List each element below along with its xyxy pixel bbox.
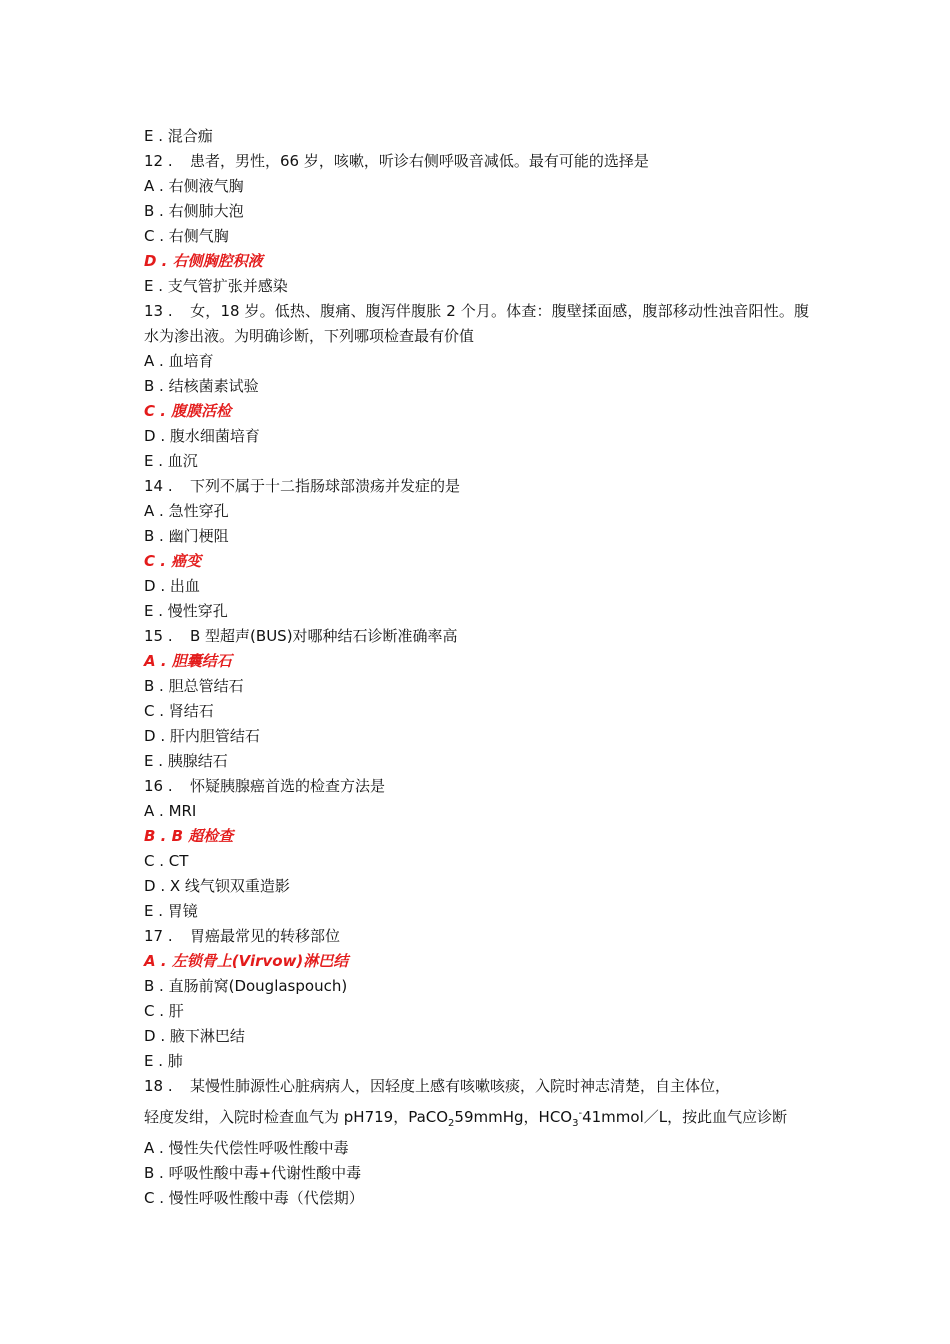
subscript-3: 3 [572,1118,579,1129]
option-b-q18: B . 呼吸性酸中毒+代谢性酸中毒 [144,1164,362,1182]
question-number: 12 . [144,152,173,170]
answer-option-b-q16: B . B 超检查 [144,827,234,845]
question-number: 18 . [144,1077,173,1095]
option-b-q15: B . 胆总管结石 [144,677,244,695]
option-d-q15: D . 肝内胆管结石 [144,727,260,745]
option-e-q12: E . 支气管扩张并感染 [144,277,288,295]
option-a-q12: A . 右侧液气胸 [144,177,244,195]
superscript-minus: - [578,1108,583,1119]
question-text: 女，18 岁。低热、腹痛、腹泻伴腹胀 2 个月。体查：腹壁揉面感，腹部移动性浊音阳性。腹水为渗出液。为明确诊断，下列哪项检查最有价值 [144,302,809,345]
option-a-q14: A . 急性穿孔 [144,502,229,520]
option-c-q17: C . 肝 [144,1002,184,1020]
question-text: 某慢性肺源性心脏病病人，因轻度上感有咳嗽咳痰，入院时神志清楚，自主体位， [190,1077,731,1095]
option-e-q17: E . 肺 [144,1052,183,1070]
option-b-q14: B . 幽门梗阻 [144,527,229,545]
option-e-q14: E . 慢性穿孔 [144,602,228,620]
option-e-q13: E . 血沉 [144,452,198,470]
blood-gas-text-3: 41mmol／L，按此血气应诊断 [582,1108,788,1126]
option-a-q13: A . 血培育 [144,352,214,370]
question-16 [144,774,809,799]
option-e-q16: E . 胃镜 [144,902,198,920]
question-number: 14 . [144,477,173,495]
option-c-q18: C . 慢性呼吸性酸中毒（代偿期） [144,1189,364,1207]
option-d-q14: D . 出血 [144,577,200,595]
option-b-q12: B . 右侧肺大泡 [144,202,244,220]
option-e-q15: E . 胰腺结石 [144,752,228,770]
option-d-q16: D . X 线气钡双重造影 [144,877,290,895]
option-a-q18: A . 慢性失代偿性呼吸性酸中毒 [144,1139,349,1157]
option-b-q17: B . 直肠前窝(Douglaspouch) [144,977,348,995]
option-d-q13: D . 腹水细菌培育 [144,427,260,445]
subscript-2: 2 [448,1118,455,1129]
option-c-q12: C . 右侧气胸 [144,227,229,245]
question-13 [144,299,809,349]
option-d-q17: D . 腋下淋巴结 [144,1027,245,1045]
question-text: 怀疑胰腺癌首选的检查方法是 [190,777,386,795]
answer-option-c-q14: C . 癌变 [144,552,202,570]
question-12 [144,149,809,174]
question-number: 15 . [144,627,173,645]
question-number: 16 . [144,777,173,795]
question-number: 17 . [144,927,173,945]
option-a-q16: A . MRI [144,802,197,820]
option-e-q11: E . 混合痂 [144,127,213,145]
blood-gas-text-2: 59mmHg，HCO [454,1108,573,1126]
option-b-q13: B . 结核菌素试验 [144,377,259,395]
answer-option-d-q12: D . 右侧胸腔积液 [144,252,263,270]
question-text: 患者，男性，66 岁，咳嗽，听诊右侧呼吸音减低。最有可能的选择是 [190,152,649,170]
option-c-q16: C . CT [144,852,189,870]
question-number: 13 . [144,302,173,320]
question-18 [144,1074,809,1099]
answer-option-a-q15: A . 胆囊结石 [144,652,232,670]
question-text: B 型超声(BUS)对哪种结石诊断准确率高 [190,627,458,645]
answer-option-c-q13: C . 腹膜活检 [144,402,232,420]
question-text: 下列不属于十二指肠球部溃疡并发症的是 [190,477,461,495]
question-15 [144,624,809,649]
answer-option-a-q17: A . 左锁骨上(Virvow)淋巴结 [144,952,349,970]
question-18-continued [144,1105,809,1130]
question-17 [144,924,809,949]
question-14 [144,474,809,499]
option-c-q15: C . 肾结石 [144,702,214,720]
question-list [144,124,809,1211]
question-text: 胃癌最常见的转移部位 [190,927,341,945]
blood-gas-text-1: 轻度发绀，入院时检查血气为 pH719，PaCO [144,1108,449,1126]
